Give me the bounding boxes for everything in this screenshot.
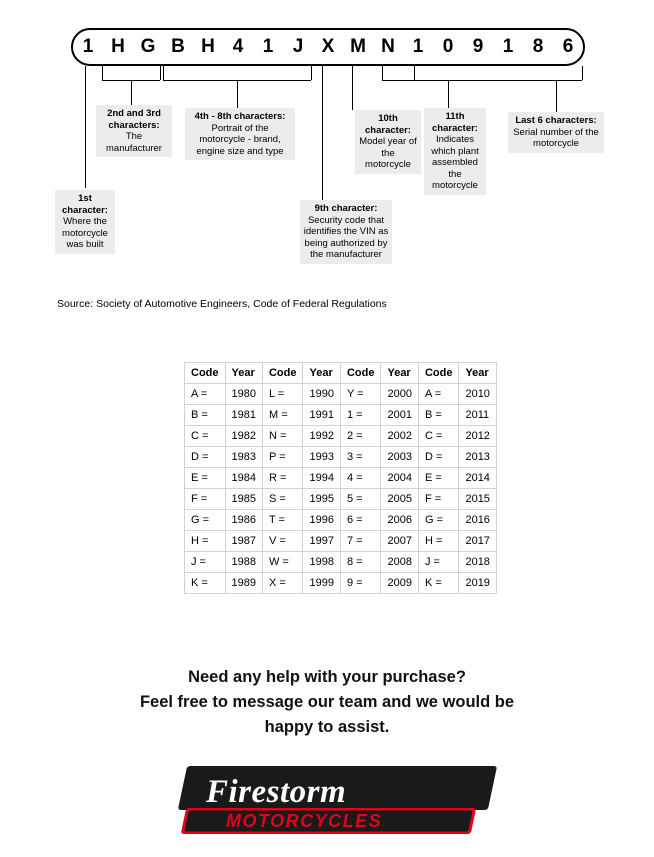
cell-year: 1994 (303, 468, 340, 489)
vin-char-10: M (350, 36, 366, 57)
cell-year: 1995 (303, 489, 340, 510)
cell-year: 2012 (459, 426, 496, 447)
cell-code: F = (418, 489, 459, 510)
cell-code: 9 = (340, 573, 381, 594)
vin-char-16: 8 (532, 36, 544, 57)
cell-code: S = (262, 489, 303, 510)
cell-year: 1981 (225, 405, 262, 426)
cell-code: D = (418, 447, 459, 468)
vin-char-17: 6 (562, 36, 574, 57)
cell-code: H = (185, 531, 226, 552)
cell-code: N = (262, 426, 303, 447)
callout-eleventh-character-body: Indicates which plant assembled the motorcycle (431, 134, 479, 191)
help-line-1: Need any help with your purchase? (188, 668, 466, 686)
cell-year: 2004 (381, 468, 418, 489)
cell-code: A = (418, 384, 459, 405)
leader-line-1 (85, 66, 86, 80)
bracket-2-3-left (102, 66, 103, 80)
vin-diagram (0, 0, 654, 310)
cell-year: 1997 (303, 531, 340, 552)
cell-year: 1984 (225, 468, 262, 489)
table-row (185, 510, 497, 531)
cell-year: 2008 (381, 552, 418, 573)
table-header-code-1: Code (185, 363, 226, 384)
vin-char-2: H (111, 36, 125, 57)
bracket-last6-right (582, 66, 583, 80)
callout-fourth-eighth-characters (185, 108, 295, 160)
cell-code: 5 = (340, 489, 381, 510)
vin-char-6: 4 (232, 36, 244, 57)
cell-code: M = (262, 405, 303, 426)
table-header-year-1: Year (225, 363, 262, 384)
vin-char-1: 1 (82, 36, 94, 57)
cell-year: 1989 (225, 573, 262, 594)
table-row (185, 531, 497, 552)
callout-fourth-eighth-characters-title: 4th - 8th characters: (194, 111, 286, 122)
table-row (185, 552, 497, 573)
help-line-2: Feel free to message our team and we would be (139, 693, 515, 711)
callout-tenth-character (355, 110, 421, 174)
callout-fourth-eighth-characters-body: Portrait of the motorcycle - brand, engine size and type (196, 122, 284, 157)
leader-line-last6 (556, 80, 557, 112)
cell-year: 2009 (381, 573, 418, 594)
cell-code: G = (185, 510, 226, 531)
cell-year: 2010 (459, 384, 496, 405)
vin-char-7: 1 (262, 36, 274, 57)
table-header-code-3: Code (340, 363, 381, 384)
table-row (185, 489, 497, 510)
cell-code: H = (418, 531, 459, 552)
callout-first-character-title: 1st character: (62, 193, 108, 216)
cell-code: 8 = (340, 552, 381, 573)
cell-year: 2005 (381, 489, 418, 510)
year-code-table (184, 362, 497, 594)
cell-year: 1999 (303, 573, 340, 594)
cell-code: C = (418, 426, 459, 447)
cell-year: 1998 (303, 552, 340, 573)
cell-code: 1 = (340, 405, 381, 426)
cell-code: T = (262, 510, 303, 531)
cell-year: 1980 (225, 384, 262, 405)
cell-year: 2003 (381, 447, 418, 468)
cell-year: 2000 (381, 384, 418, 405)
callout-eleventh-character-title: 11th character: (432, 111, 478, 134)
callout-tenth-character-body: Model year of the motorcycle (359, 136, 417, 170)
cell-year: 2007 (381, 531, 418, 552)
cell-year: 1988 (225, 552, 262, 573)
cell-year: 1983 (225, 447, 262, 468)
vin-char-5: H (201, 36, 215, 57)
table-header-year-3: Year (381, 363, 418, 384)
cell-year: 2011 (459, 405, 496, 426)
vin-char-11: N (381, 36, 395, 57)
cell-code: P = (262, 447, 303, 468)
cell-code: X = (262, 573, 303, 594)
cell-year: 2002 (381, 426, 418, 447)
cell-year: 1990 (303, 384, 340, 405)
cell-year: 2015 (459, 489, 496, 510)
help-message (0, 665, 654, 740)
cell-code: D = (185, 447, 226, 468)
cell-code: 7 = (340, 531, 381, 552)
year-code-table-wrapper (184, 362, 497, 594)
callout-last-six-characters-body: Serial number of the motorcycle (513, 126, 599, 149)
callout-second-third-characters (96, 105, 172, 157)
cell-code: 4 = (340, 468, 381, 489)
cell-year: 1982 (225, 426, 262, 447)
callout-last-six-characters (508, 112, 604, 153)
leader-line-4-8 (237, 80, 238, 108)
cell-code: 6 = (340, 510, 381, 531)
cell-year: 2006 (381, 510, 418, 531)
leader-line-11 (382, 66, 383, 80)
bracket-2-3-right (160, 66, 161, 80)
firestorm-motorcycles-logo (170, 762, 500, 844)
cell-year: 2013 (459, 447, 496, 468)
cell-year: 2018 (459, 552, 496, 573)
cell-code: A = (185, 384, 226, 405)
cell-code: 3 = (340, 447, 381, 468)
cell-code: C = (185, 426, 226, 447)
leader-line-11b (448, 80, 449, 108)
leader-line-1b (85, 80, 86, 188)
callout-ninth-character (300, 200, 392, 264)
callout-last-six-characters-title: Last 6 characters: (515, 115, 597, 126)
bracket-4-8-right (311, 66, 312, 80)
callout-tenth-character-title: 10th character: (365, 113, 411, 136)
callout-second-third-characters-title: 2nd and 3rd characters: (107, 108, 161, 131)
cell-year: 2001 (381, 405, 418, 426)
table-header-code-4: Code (418, 363, 459, 384)
vin-char-9: X (321, 36, 335, 57)
logo-brand-text: Firestorm (206, 774, 347, 810)
cell-code: J = (418, 552, 459, 573)
logo-tagline-text: MOTORCYCLES (226, 811, 383, 831)
callout-second-third-characters-body: The manufacturer (106, 131, 162, 154)
table-header-code-2: Code (262, 363, 303, 384)
table-row (185, 573, 497, 594)
cell-year: 1993 (303, 447, 340, 468)
cell-code: B = (418, 405, 459, 426)
help-line-3: happy to assist. (264, 718, 390, 736)
vin-char-15: 1 (502, 36, 514, 57)
callout-first-character (55, 190, 115, 254)
bracket-last6-left (414, 66, 415, 80)
vin-char-13: 0 (442, 36, 454, 57)
vin-char-12: 1 (412, 36, 424, 57)
leader-line-9 (322, 66, 323, 200)
leader-line-10 (352, 66, 353, 110)
table-row (185, 405, 497, 426)
cell-year: 2019 (459, 573, 496, 594)
table-row (185, 468, 497, 489)
vin-char-8: J (292, 36, 304, 57)
callout-ninth-character-body: Security code that identifies the VIN as being authorized by the manufacturer (303, 214, 389, 260)
cell-code: K = (185, 573, 226, 594)
cell-code: E = (185, 468, 226, 489)
cell-code: L = (262, 384, 303, 405)
vin-character-bar (71, 28, 585, 66)
table-row (185, 447, 497, 468)
cell-code: W = (262, 552, 303, 573)
table-header-year-2: Year (303, 363, 340, 384)
cell-year: 1996 (303, 510, 340, 531)
vin-char-14: 9 (472, 36, 484, 57)
table-row (185, 384, 497, 405)
cell-code: J = (185, 552, 226, 573)
bracket-4-8-left (163, 66, 164, 80)
cell-year: 1991 (303, 405, 340, 426)
cell-code: G = (418, 510, 459, 531)
leader-line-2-3 (131, 80, 132, 105)
cell-year: 1987 (225, 531, 262, 552)
cell-code: K = (418, 573, 459, 594)
vin-char-4: B (171, 36, 185, 57)
cell-year: 1986 (225, 510, 262, 531)
vin-char-3: G (140, 36, 156, 57)
cell-year: 1992 (303, 426, 340, 447)
cell-code: B = (185, 405, 226, 426)
cell-code: F = (185, 489, 226, 510)
cell-year: 2014 (459, 468, 496, 489)
table-header-row (185, 363, 497, 384)
cell-year: 1985 (225, 489, 262, 510)
cell-year: 2017 (459, 531, 496, 552)
table-row (185, 426, 497, 447)
cell-code: 2 = (340, 426, 381, 447)
cell-code: V = (262, 531, 303, 552)
table-header-year-4: Year (459, 363, 496, 384)
cell-year: 2016 (459, 510, 496, 531)
callout-ninth-character-title: 9th character: (314, 203, 378, 214)
callout-eleventh-character (424, 108, 486, 195)
callout-first-character-body: Where the motorcycle was built (62, 216, 108, 250)
source-note: Source: Society of Automotive Engineers, Code of Federal Regulations (57, 298, 387, 310)
cell-code: Y = (340, 384, 381, 405)
cell-code: R = (262, 468, 303, 489)
cell-code: E = (418, 468, 459, 489)
